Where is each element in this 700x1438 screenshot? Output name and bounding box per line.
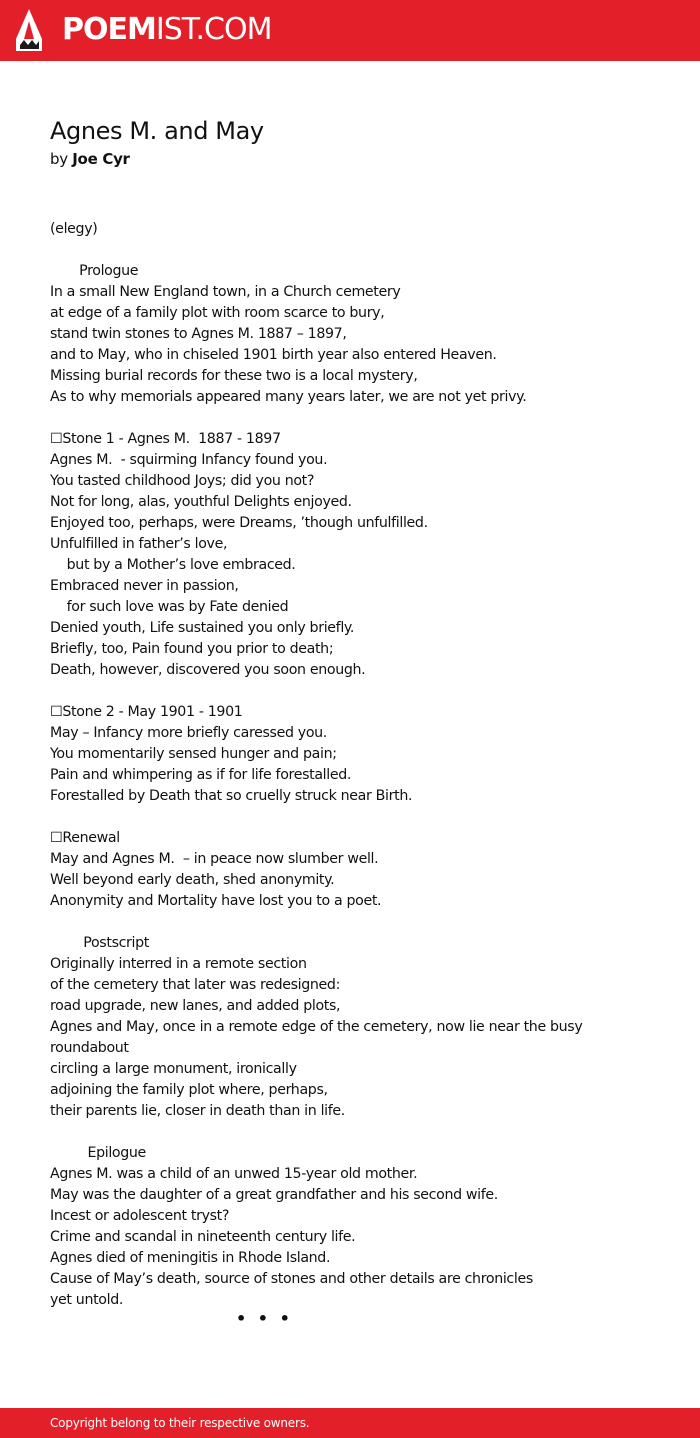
byline xyxy=(50,148,130,170)
poem-title: Agnes M. and May xyxy=(50,117,264,145)
pencil-tip-icon[interactable] xyxy=(16,9,42,51)
copyright-text: Copyright belong to their respective owners. xyxy=(50,1416,310,1430)
logo-bold-text: POEM xyxy=(62,12,156,47)
site-header xyxy=(0,0,700,61)
end-mark: • • • xyxy=(236,1309,293,1328)
logo-light-text: IST.COM xyxy=(155,12,272,47)
site-footer xyxy=(0,1408,700,1438)
by-prefix: by xyxy=(50,150,68,168)
site-logo[interactable] xyxy=(62,12,271,48)
poem-body: (elegy) Prologue In a small New England town, in a Church cemetery at edge of a family plot with room scarce to bury, stand twin stones to Agnes M. 1887 – 1897, and to May, who in chiseled 1901 birth year also entered Heaven. Missing burial records for these two is a local mystery, As to why memorials appeared many years later, we are not yet privy. ☐Stone 1 - Agnes M. 1887 - 1897 Agnes M. - squirming Infancy found you. You tasted childhood Joys; did you not? Not for long, alas, youthful Delights enjoyed. Enjoyed too, perhaps, were Dreams, ’though unfulfilled. Unfulfilled in father’s love, but by a Mother’s love embraced. Embraced never in passion, for such love was by Fate denied Denied youth, Life sustained you only briefly. Briefly, too, Pain found you prior to death; Death, however, discovered you soon enough. ☐Stone 2 - May 1901 - 1901 May – Infancy more briefly caressed you. You momentarily sensed hunger and pain; Pain and whimpering as if for life forestalled. Forestalled by Death that so cruelly struck near Birth. ☐Renewal May and Agnes M. – in peace now slumber well. Well beyond early death, shed anonymity. Anonymity and Mortality have lost you to a poet. Postscript Originally interred in a remote section of the cemetery that later was redesigned: road upgrade, new lanes, and added plots, Agnes and May, once in a remote edge of the cemetery, now lie near the busy roundabout circling a large monument, ironically adjoining the family plot where, perhaps, their parents lie, closer in death than in life. Epilogue Agnes M. was a child of an unwed 15-year old mother. May was the daughter of a great grandfather and his second wife. Incest or adolescent tryst? Crime and scandal in nineteenth century life. Agnes died of meningitis in Rhode Island. Cause of May’s death, source of stones and other details are chronicles yet untold. xyxy=(50,221,583,1308)
author-name: Joe Cyr xyxy=(72,150,130,168)
